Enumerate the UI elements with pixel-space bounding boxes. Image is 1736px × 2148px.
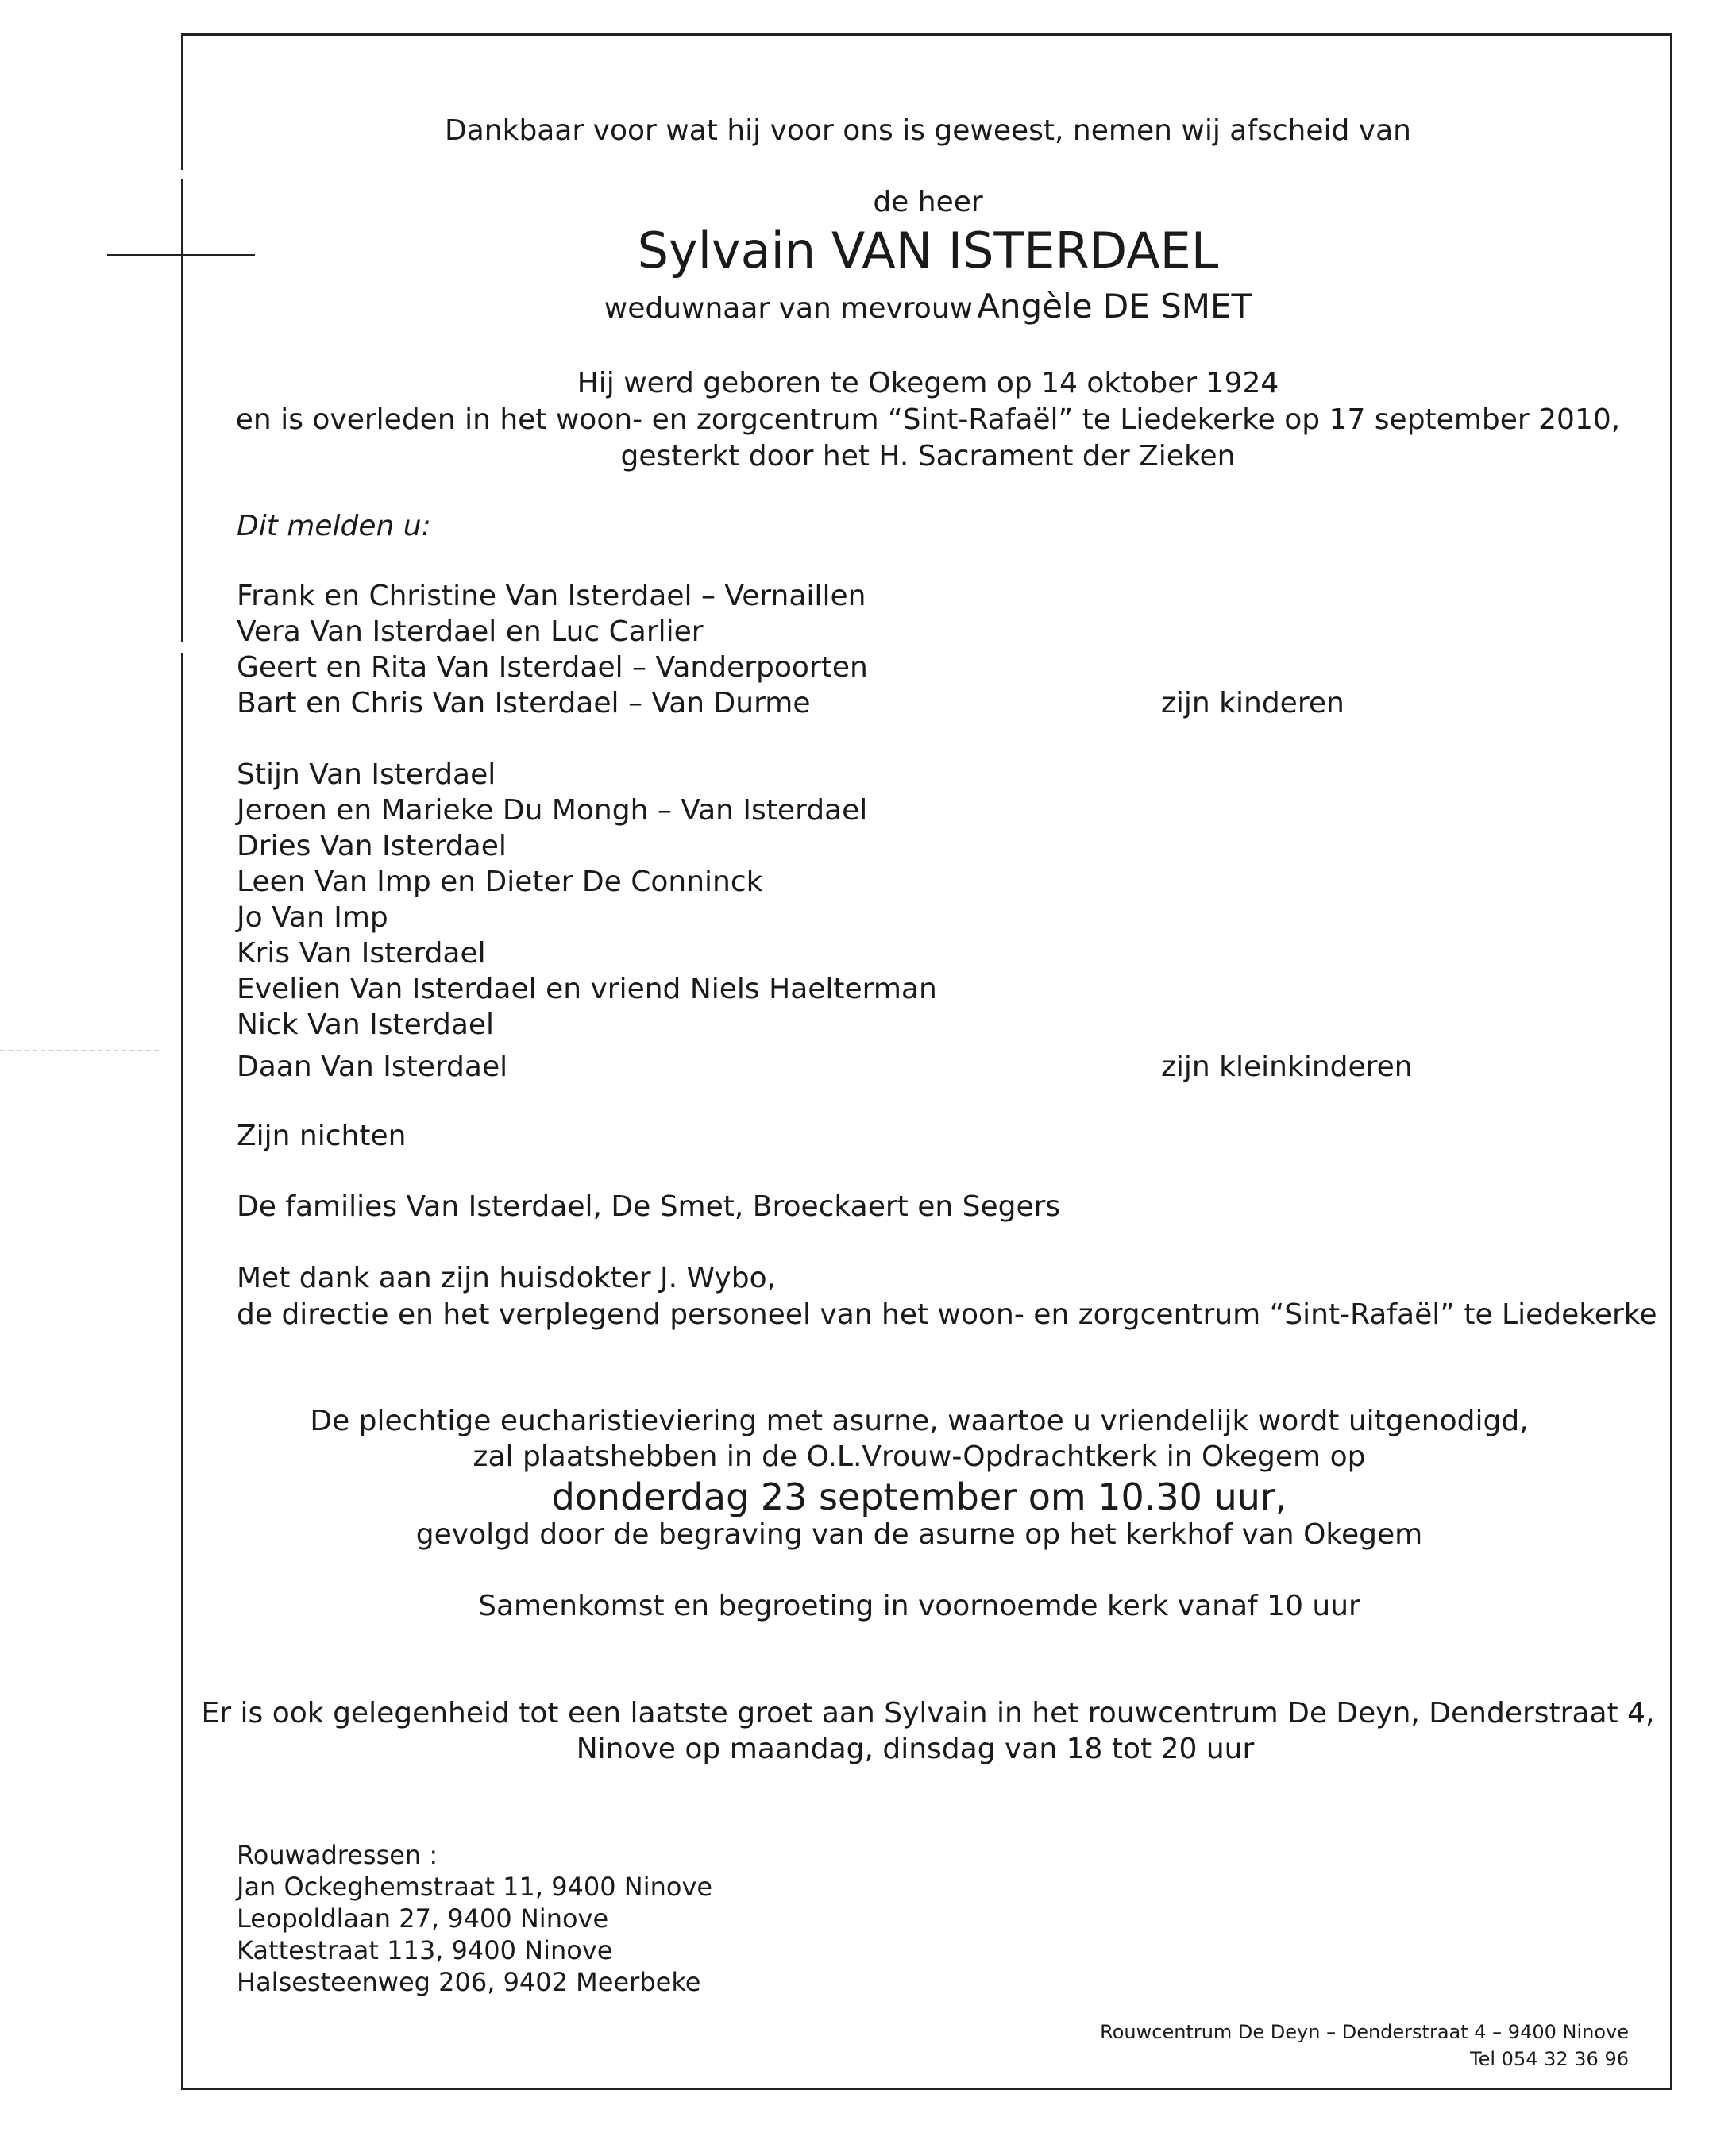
- children-label: zijn kinderen: [1161, 687, 1344, 719]
- announce-line: Dit melden u:: [237, 510, 431, 542]
- left-border-top: [181, 33, 183, 170]
- addresses-title: Rouwadressen :: [237, 1840, 438, 1870]
- list-item: Stijn Van Isterdael: [237, 758, 496, 791]
- list-item: Leen Van Imp en Dieter De Conninck: [237, 866, 763, 898]
- fold-mark: [0, 1050, 159, 1051]
- list-item: Jeroen en Marieke Du Mongh – Van Isterdael: [237, 794, 868, 827]
- thanks-line-2: de directie en het verplegend personeel van het woon- en zorgcentrum “Sint-Rafaël” te Liedekerke: [237, 1298, 1657, 1331]
- service-date: donderdag 23 september om 10.30 uur,: [551, 1475, 1287, 1518]
- honorific: de heer: [873, 186, 983, 218]
- sacrament-line: gesterkt door het H. Sacrament der Zieken: [620, 440, 1236, 472]
- list-item: Daan Van Isterdael: [237, 1051, 508, 1083]
- list-item: Frank en Christine Van Isterdael – Vernaillen: [237, 580, 866, 612]
- list-item: Leopoldlaan 27, 9400 Ninove: [237, 1903, 609, 1934]
- list-item: Kattestraat 113, 9400 Ninove: [237, 1935, 613, 1965]
- nieces-line: Zijn nichten: [237, 1120, 407, 1152]
- children-list: [237, 578, 868, 721]
- grandchildren-list: [237, 757, 937, 1085]
- service-line-1: De plechtige eucharistieviering met asurne, waartoe u vriendelijk wordt uitgenodigd,: [310, 1405, 1529, 1437]
- list-item: Bart en Chris Van Isterdael – Van Durme: [237, 687, 811, 719]
- list-item: Evelien Van Isterdael en vriend Niels Haelterman: [237, 973, 937, 1005]
- death-line: en is overleden in het woon- en zorgcentrum “Sint-Rafaël” te Liedekerke op 17 september 2010,: [235, 403, 1621, 436]
- families-line: De families Van Isterdael, De Smet, Broeckaert en Segers: [237, 1190, 1061, 1223]
- list-item: Geert en Rita Van Isterdael – Vanderpoorten: [237, 651, 868, 684]
- left-border-bottom: [181, 653, 183, 2090]
- list-item: Nick Van Isterdael: [237, 1008, 495, 1041]
- list-item: Jo Van Imp: [237, 901, 388, 934]
- footer-line-1: Rouwcentrum De Deyn – Denderstraat 4 – 9400 Ninove: [1100, 2021, 1629, 2043]
- gathering-line: Samenkomst en begroeting in voornoemde kerk vanaf 10 uur: [478, 1590, 1360, 1622]
- farewell-line-1: Er is ook gelegenheid tot een laatste groet aan Sylvain in het rouwcentrum De Deyn, Denderstraat 4,: [201, 1697, 1655, 1730]
- list-item: Halsesteenweg 206, 9402 Meerbeke: [237, 1967, 701, 1997]
- spouse-prefix: weduwnaar van mevrouw: [604, 292, 974, 325]
- list-item: Jan Ockeghemstraat 11, 9400 Ninove: [237, 1872, 713, 1902]
- deceased-name: Sylvain VAN ISTERDAEL: [637, 222, 1219, 280]
- grandchildren-label: zijn kleinkinderen: [1161, 1051, 1413, 1083]
- list-item: Vera Van Isterdael en Luc Carlier: [237, 615, 704, 648]
- birth-line: Hij werd geboren te Okegem op 14 oktober 1924: [577, 367, 1279, 399]
- list-item: Kris Van Isterdael: [237, 937, 486, 970]
- intro-line: Dankbaar voor wat hij voor ons is geweest, nemen wij afscheid van: [445, 114, 1411, 147]
- list-item: Dries Van Isterdael: [237, 830, 507, 862]
- spouse-line: [183, 286, 1672, 327]
- addresses-block: [237, 1839, 712, 1998]
- service-line-2: zal plaatshebben in de O.L.Vrouw-Opdrachtkerk in Okegem op: [473, 1440, 1366, 1473]
- spouse-name: Angèle DE SMET: [977, 287, 1252, 326]
- service-line-3: gevolgd door de begraving van de asurne op het kerkhof van Okegem: [415, 1518, 1423, 1551]
- footer-line-2: Tel 054 32 36 96: [1470, 2048, 1629, 2070]
- thanks-line-1: Met dank aan zijn huisdokter J. Wybo,: [237, 1262, 777, 1294]
- farewell-line-2: Ninove op maandag, dinsdag van 18 tot 20 uur: [576, 1733, 1255, 1765]
